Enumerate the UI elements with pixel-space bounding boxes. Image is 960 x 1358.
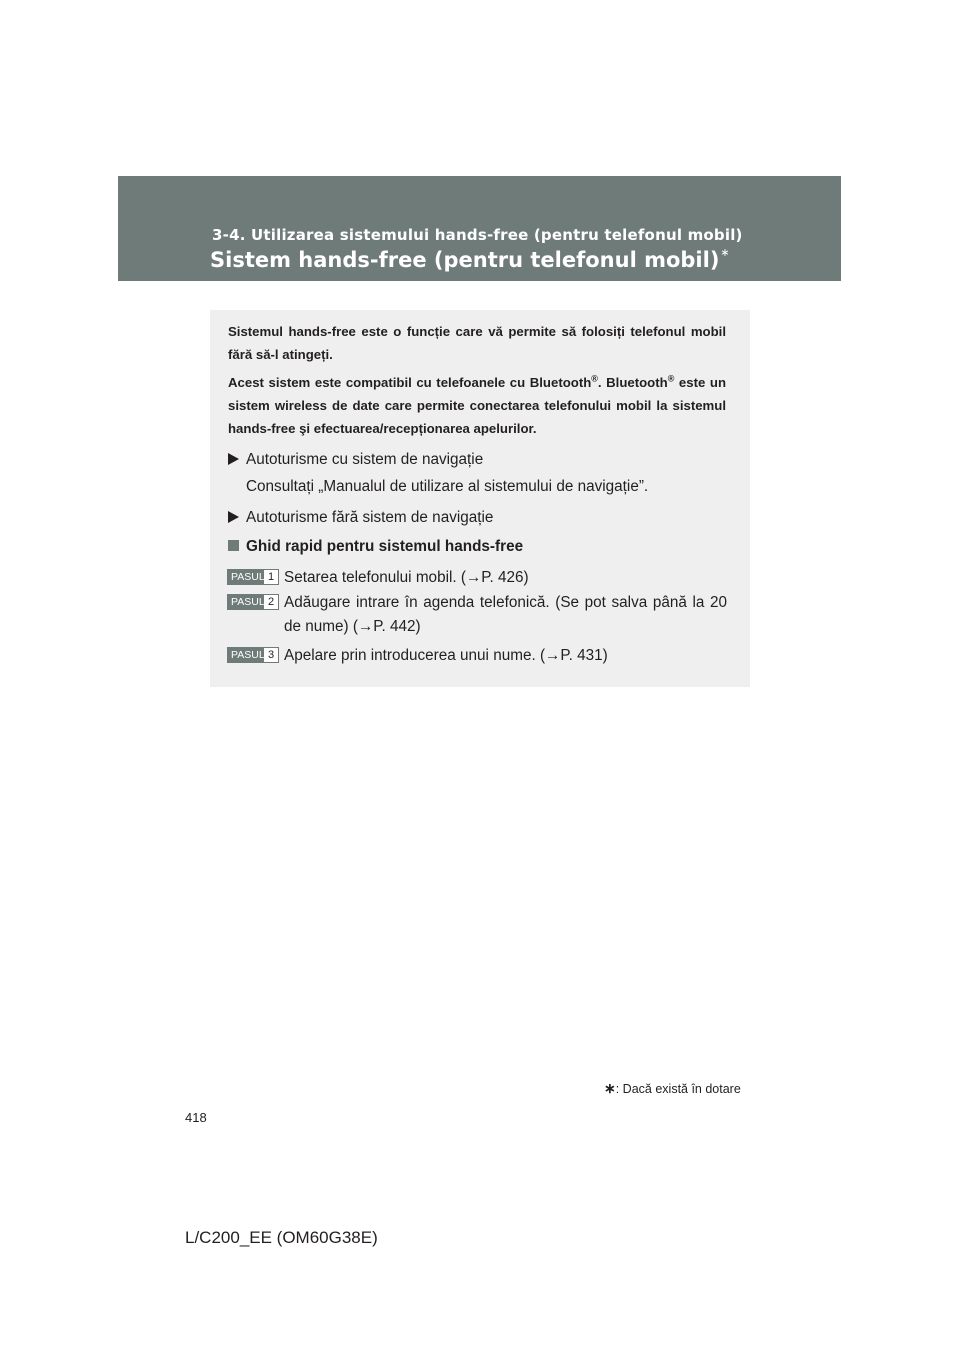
asterisk-icon: ∗ [604,1080,616,1096]
page-title-text: Sistem hands-free (pentru telefonul mobil) [210,248,720,272]
triangle-bullet-icon [228,453,239,465]
step-number: 1 [267,571,275,583]
page-title [210,248,730,272]
step-word: PASUL [228,595,264,609]
footnote-text: : Dacă există în dotare [615,1082,741,1096]
step-tag-3 [227,647,279,663]
intro-text-a: Acest sistem este compatibil cu telefoanele cu Bluetooth [228,375,592,390]
nav-with-label: Autoturisme cu sistem de navigație [246,451,484,468]
step-tag-2 [227,594,279,610]
registered-mark: ® [591,373,598,384]
intro-paragraph-1: Sistemul hands-free este o funcție care vă permite să folosiți telefonul mobil fără să-l atingeți. [228,324,726,362]
step-tag-1 [227,569,279,585]
nav-with-detail: Consultați „Manualul de utilizare al sistemului de navigație”. [246,478,649,495]
step-text-3: Apelare prin introducerea unui nume. (→P. 431) [284,647,608,664]
quick-guide-heading [228,538,523,556]
intro-paragraph-2 [228,371,726,440]
step-text-2: Adăugare intrare în agenda telefonică. (Se pot salva până la 20 de nume) (→P. 442) [284,594,727,635]
nav-without-label: Autoturisme fără sistem de navigație [246,509,494,526]
step-word: PASUL [228,570,264,584]
triangle-bullet-icon [228,511,239,523]
registered-mark: ® [667,373,675,384]
step-number: 2 [267,596,275,608]
nav-without-item [228,509,493,527]
section-title: 3-4. Utilizarea sistemului hands-free (pentru telefonul mobil) [212,226,743,244]
footnote [604,1080,741,1097]
optional-mark: ∗ [720,246,730,259]
nav-with-item [228,451,483,469]
document-code: L/C200_EE (OM60G38E) [185,1228,378,1247]
quick-guide-label: Ghid rapid pentru sistemul hands-free [246,538,524,555]
step-word: PASUL [228,648,264,662]
square-bullet-icon [228,540,239,551]
page-number: 418 [185,1110,207,1125]
intro-text-c: este un sistem wireless de date care permite conectarea telefonului mobil la sistemul hands-free şi efectuarea/recepționarea apelurilor. [228,375,727,436]
intro-text-b: . Bluetooth [597,375,668,390]
step-number: 3 [267,649,275,661]
step-text-1: Setarea telefonului mobil. (→P. 426) [284,569,529,586]
